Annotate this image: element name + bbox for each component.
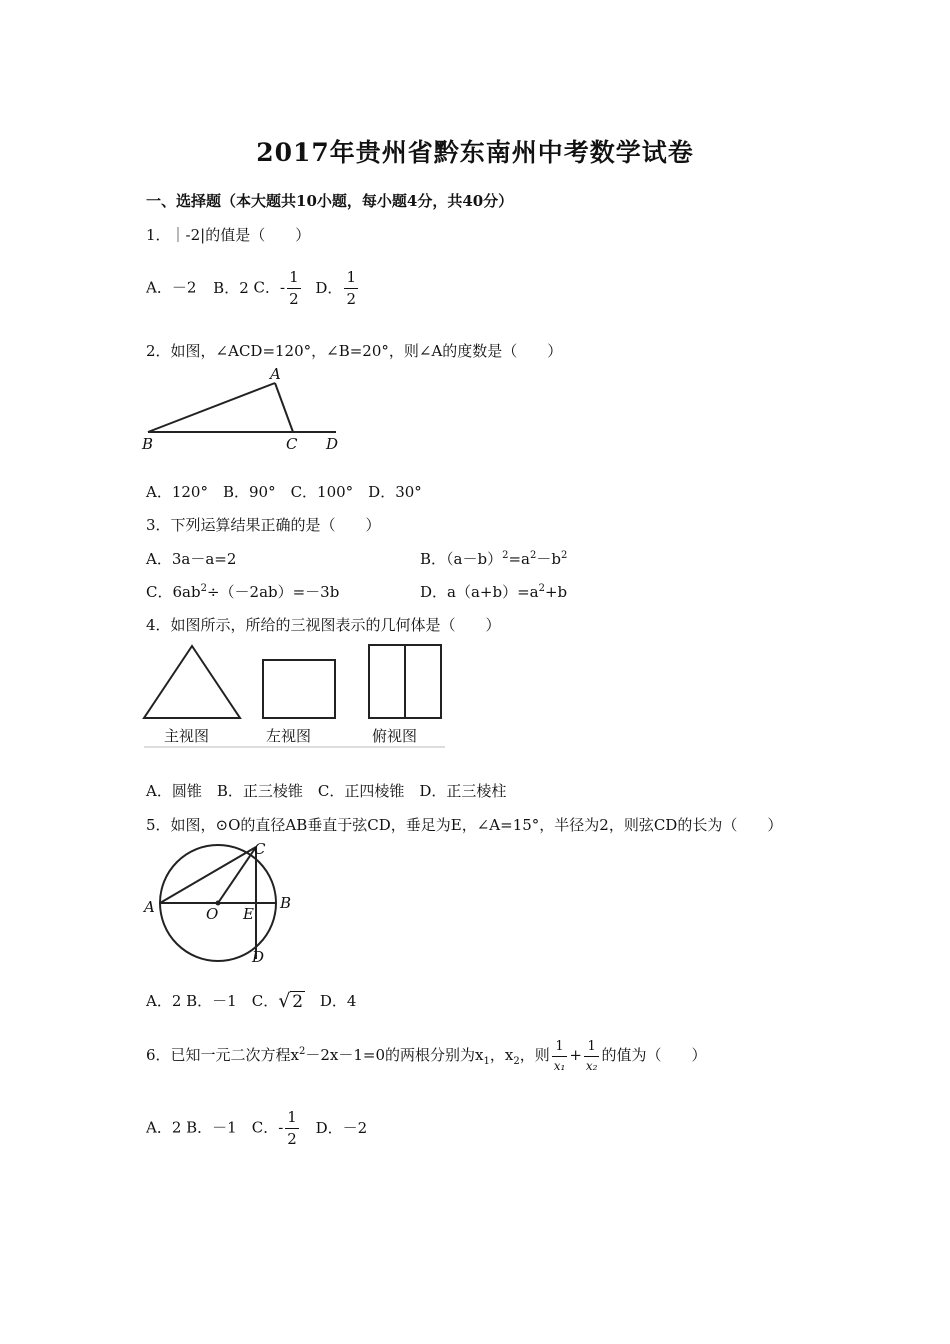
q3-stem: 3．下列运算结果正确的是（ ） (146, 516, 381, 534)
section-heading: 一、选择题（本大题共10小题，每小题4分，共40分） (146, 192, 514, 210)
page-title: 2017年贵州省黔东南州中考数学试卷 (256, 138, 694, 167)
q2-triangle-figure (140, 365, 350, 455)
q3-option-c: C．$6ab^2\div(-2ab)=-3b$ (146, 583, 340, 601)
q2-label-a: A (270, 365, 281, 383)
q1-option-c: C．- (253, 278, 286, 297)
q2-label-b: B (142, 435, 154, 453)
q6-option-d: D．－2 (315, 1118, 368, 1137)
q1-option-d-fraction: $\frac{1}{2}$ (346, 268, 356, 308)
q2-label-d: D (326, 435, 339, 453)
q2-stem: 2．如图，∠ACD=120°，∠B=20°，则∠A的度数是（ ） (146, 342, 563, 360)
q6-fraction-2: $\frac{1}{\text{x₂}}$ (585, 1039, 598, 1073)
q4-options: A．圆锥 B．正三棱锥 C．正四棱锥 D．正三棱柱 (146, 782, 507, 800)
q5-label-o: O (206, 905, 219, 923)
q5-option-d: D．4 (319, 992, 357, 1010)
q1-option-a: A．－2 (146, 278, 197, 297)
q5-option-c-sqrt: √ 2 (278, 990, 304, 1012)
q1-options (146, 270, 360, 307)
q5-label-a: A (144, 898, 155, 916)
q4-view-top-label: 俯视图 (372, 727, 418, 745)
q1-option-b: B．2 (213, 278, 249, 297)
q3-option-b: B．$(a-b)^2=a^2-b^2$ (420, 550, 568, 568)
q6-options-abc: A．2 B．－1 C．- (146, 1118, 284, 1137)
q3-option-d: D．$a(a+b)=a^2+b$ (420, 583, 568, 601)
q5-label-e: E (243, 905, 254, 923)
q1-stem: 1．｜-2|的值是（ ） (146, 226, 311, 244)
q5-label-d: D (252, 948, 265, 966)
q5-options (146, 990, 356, 1012)
q5-stem: 5．如图，⊙O的直径AB垂直于弦CD，垂足为E，∠A=15°，半径为2，则弦CD的长为（ ） (146, 816, 783, 834)
q5-label-b: B (280, 894, 292, 912)
q6-option-c-fraction: $\frac{1}{2}$ (287, 1108, 297, 1148)
q2-label-c: C (286, 435, 298, 453)
q6-stem: 6．已知一元二次方程$x^2-2x-1=0$的两根分别为$x_1$，$x_2$，则 $\frac{1}{\text{x₁}}$ + $\frac{1}{\text{x₂}}$ 的值为（ ） (146, 1039, 707, 1073)
q5-circle-figure (140, 838, 300, 968)
q4-three-views-figure (140, 640, 450, 752)
q6-fraction-1: $\frac{1}{\text{x₁}}$ (553, 1039, 566, 1073)
q4-view-front-label: 主视图 (164, 727, 210, 745)
q1-option-c-fraction: $\frac{1}{2}$ (289, 268, 299, 308)
q3-option-a: A．3a－a=2 (146, 550, 237, 568)
q6-options (146, 1110, 367, 1147)
q4-view-left-label: 左视图 (266, 727, 312, 745)
q2-options: A．120° B．90° C．100° D．30° (146, 483, 422, 501)
q6-plus: + (569, 1046, 582, 1064)
q5-label-c: C (254, 840, 266, 858)
q5-options-ab: A．2 B．－1 C． (146, 992, 279, 1010)
q4-stem: 4．如图所示，所给的三视图表示的几何体是（ ） (146, 616, 501, 634)
q1-option-d: D． (315, 278, 343, 297)
